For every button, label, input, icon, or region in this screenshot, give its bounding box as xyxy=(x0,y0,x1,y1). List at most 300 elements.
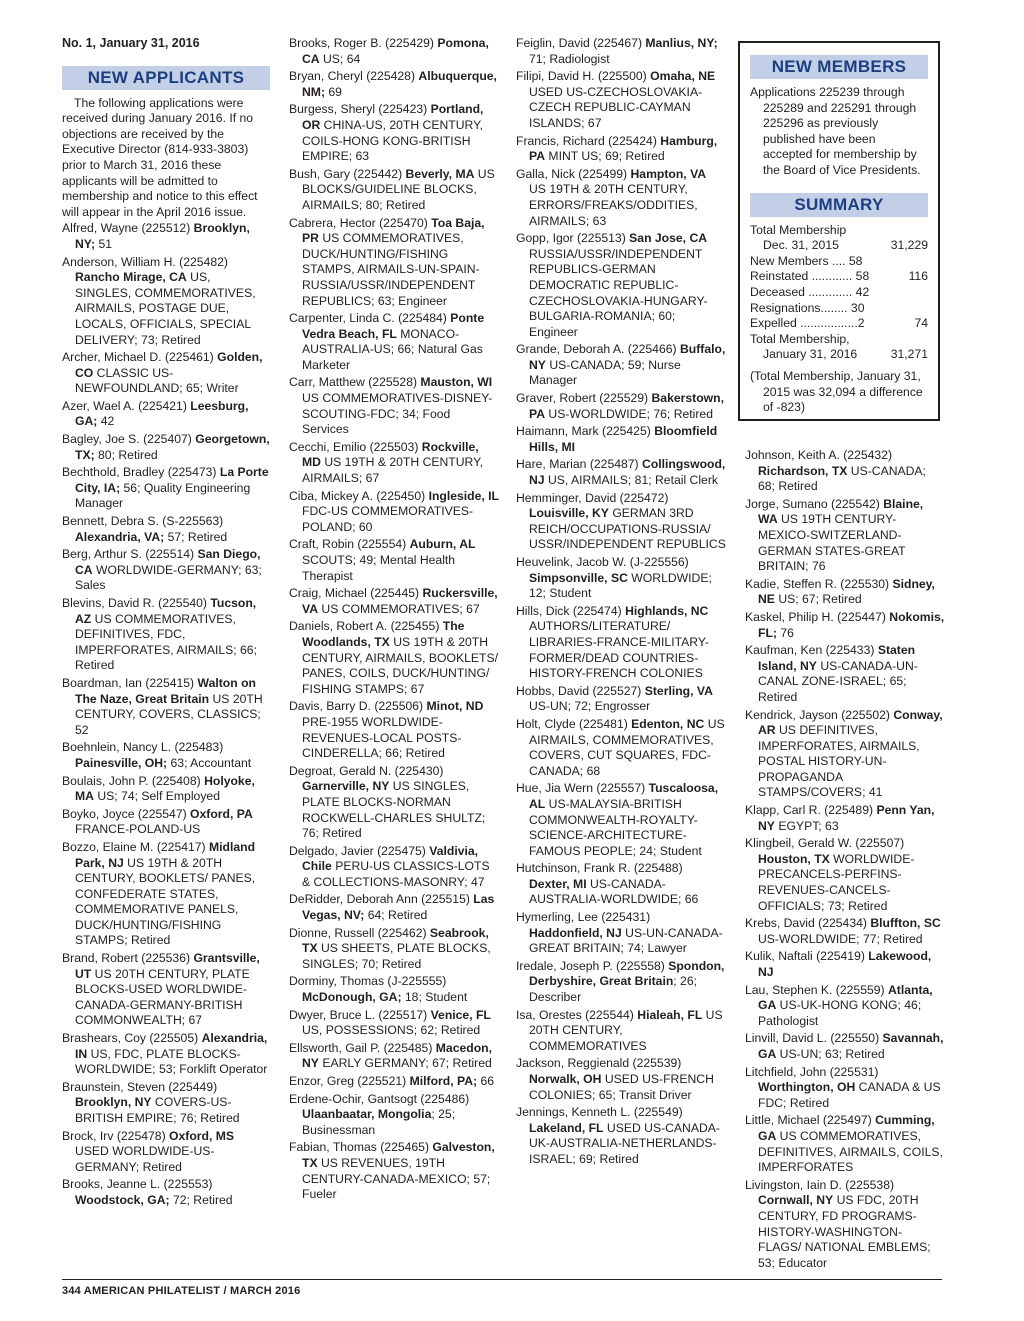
applicant-location: Worthington, OH xyxy=(758,1080,856,1095)
applicant-interests: 42 xyxy=(100,414,115,429)
applicant-entry xyxy=(62,547,270,594)
applicant-entry xyxy=(289,926,499,973)
applicant-name: Braunstein, Steven (225449) xyxy=(62,1079,218,1094)
applicant-entry xyxy=(745,1178,945,1272)
applicant-entry xyxy=(516,861,726,908)
applicant-interests: US 19TH CENTURY-MEXICO-SWITZERLAND-GERMAN STATES-GREAT BRITAIN; 76 xyxy=(758,512,906,574)
applicant-location: Staten Island, NY xyxy=(758,643,916,673)
applicant-interests: CANADA & US FDC; Retired xyxy=(758,1080,941,1110)
applicant-entry xyxy=(62,399,270,430)
applicant-name: Boardman, Ian (225415) xyxy=(62,675,195,690)
applicants-intro: The following applications were received during January 2016. If no objections are received by the Executive Director (814-933-3803) prior to March 31, 2016 these applicants will be admitted to membership and notice to this effect will appear in the April 2016 issue. xyxy=(62,95,258,219)
applicant-interests: USED US-CANADA-UK-AUSTRALIA-NETHERLANDS-ISRAEL; 69; Retired xyxy=(529,1120,720,1166)
applicant-name: Iredale, Joseph P. (225558) xyxy=(516,958,665,973)
applicant-interests: WORLDWIDE-PRECANCELS-PERFINS-REVENUES-CANCELS-OFFICIALS; 73; Retired xyxy=(758,851,915,913)
summary-row xyxy=(750,347,928,363)
issue-line: No. 1, January 31, 2016 xyxy=(62,36,200,50)
applicant-name: Krebs, David (225434) xyxy=(745,916,867,931)
applicant-location: Portland, OR xyxy=(302,102,484,132)
applicant-interests: USED US-FRENCH COLONIES; 65; Transit Driver xyxy=(529,1072,714,1102)
summary-label: Expelled .................2 xyxy=(750,316,865,331)
applicant-interests: US AIRMAILS, COMMEMORATIVES, COVERS, CUT SQUARES, FDC-CANADA; 68 xyxy=(529,716,725,778)
applicant-entry xyxy=(289,36,499,67)
applicant-name: Hue, Jia Wern (225557) xyxy=(516,781,646,796)
applicant-location: Lakeland, FL xyxy=(529,1120,604,1135)
applicant-name: Graver, Robert (225529) xyxy=(516,391,649,406)
applicant-name: Brand, Robert (225536) xyxy=(62,951,191,966)
applicant-location: Pomona, CA xyxy=(302,36,489,66)
summary-label: Total Membership xyxy=(750,222,847,237)
applicant-name: Kulik, Naftali (225419) xyxy=(745,949,865,964)
applicant-name: Bagley, Joe S. (225407) xyxy=(62,432,192,447)
applicant-entry xyxy=(289,586,499,617)
applicant-entry xyxy=(516,342,726,389)
applicant-interests: ; 26; Describer xyxy=(529,974,697,1005)
applicant-interests: EGYPT; 63 xyxy=(778,818,839,833)
applicant-entry xyxy=(289,69,499,100)
applicant-entry xyxy=(516,684,726,715)
applicant-name: Berg, Arthur S. (225514) xyxy=(62,547,195,562)
applicant-entry xyxy=(516,457,726,488)
applicant-name: Livingston, Iain D. (225538) xyxy=(745,1177,895,1192)
applicant-name: Ciba, Mickey A. (225450) xyxy=(289,488,426,503)
applicant-name: Brashears, Coy (225505) xyxy=(62,1031,199,1046)
applicant-name: Kadie, Steffen R. (225530) xyxy=(745,576,890,591)
applicant-interests: US-CANADA; 59; Nurse Manager xyxy=(529,357,681,388)
summary-label: January 31, 2016 xyxy=(763,347,858,362)
applicant-name: Litchfield, John (225531) xyxy=(745,1064,879,1079)
applicant-interests: US-WORLDWIDE; 77; Retired xyxy=(758,931,923,946)
applicant-location: Brooklyn, NY; xyxy=(75,221,250,251)
applicant-name: Johnson, Keith A. (225432) xyxy=(745,448,893,462)
applicant-interests: US; 67; Retired xyxy=(778,592,862,607)
applicant-name: Daniels, Robert A. (225455) xyxy=(289,619,440,634)
applicant-entry xyxy=(62,951,270,1029)
applicant-interests: MINT US; 69; Retired xyxy=(548,149,665,164)
summary-table xyxy=(750,223,928,363)
applicant-name: Enzor, Greg (225521) xyxy=(289,1074,407,1088)
applicant-entry xyxy=(516,1056,726,1103)
applicant-interests: CHINA-US, 20TH CENTURY, COILS-HONG KONG-BRITISH EMPIRE; 63 xyxy=(302,117,484,164)
applicant-interests: US-MALAYSIA-BRITISH COMMONWEALTH-ROYALTY-SCIENCE-ARCHITECTURE-FAMOUS PEOPLE; 24; Student xyxy=(529,796,702,858)
new-applicants-heading: NEW APPLICANTS xyxy=(62,66,270,90)
applicant-interests: US 19TH & 20TH CENTURY, AIRMAILS, BOOKLETS/ PANES, COILS, DUCK/HUNTING/ FISHING STAMPS; 67 xyxy=(302,634,498,696)
applicant-location: Albuquerque, NM; xyxy=(302,69,497,99)
applicant-interests: US COMMEMORATIVES-DISNEY-SCOUTING-FDC; 34; Food Services xyxy=(302,391,493,437)
applicant-entry xyxy=(516,910,726,957)
applicant-entry xyxy=(516,167,726,229)
applicant-interests: US, POSSESSIONS; 62; Retired xyxy=(302,1023,481,1038)
applicant-entry xyxy=(745,1113,945,1175)
applicant-interests: US, AIRMAILS; 81; Retail Clerk xyxy=(547,473,718,488)
applicant-interests: WORLDWIDE; 12; Student xyxy=(529,570,712,601)
column-2 xyxy=(289,36,499,1205)
applicant-interests: US-UN; 72; Engrosser xyxy=(529,699,651,714)
applicant-interests: 18; Student xyxy=(404,990,468,1005)
applicant-location: Houston, TX xyxy=(758,851,830,866)
applicant-name: Fabian, Thomas (225465) xyxy=(289,1140,430,1155)
applicant-entry xyxy=(289,1074,499,1090)
applicant-entry xyxy=(745,577,945,608)
applicant-interests: EARLY GERMANY; 67; Retired xyxy=(322,1056,492,1071)
applicant-location: Edenton, NC xyxy=(631,716,705,731)
applicant-interests: US COMMEMORATIVES, DEFINITIVES, AIRMAILS, COILS, IMPERFORATES xyxy=(758,1128,943,1175)
applicant-interests: US, SINGLES, COMMEMORATIVES, AIRMAILS, POSTAGE DUE, LOCALS, OFFICIALS, SPECIAL DELIVERY; 73; Retired xyxy=(75,270,256,347)
applicant-name: Dwyer, Bruce L. (225517) xyxy=(289,1007,428,1022)
applicant-name: Brooks, Roger B. (225429) xyxy=(289,36,434,50)
summary-row xyxy=(750,269,928,285)
applicant-name: Dionne, Russell (225462) xyxy=(289,925,427,940)
applicant-interests: 66 xyxy=(480,1074,495,1088)
applicant-entry xyxy=(289,102,499,164)
applicant-interests: 63; Accountant xyxy=(170,755,252,770)
applicant-entry xyxy=(289,216,499,310)
applicant-name: Brock, Irv (225478) xyxy=(62,1128,166,1143)
applicant-entry xyxy=(62,1129,270,1176)
applicant-entry xyxy=(289,1008,499,1039)
applicant-name: Linvill, David L. (225550) xyxy=(745,1031,880,1046)
applicant-location: Venice, FL xyxy=(430,1007,491,1022)
applicant-name: Klapp, Carl R. (225489) xyxy=(745,803,874,818)
applicant-interests: COVERS-US-BRITISH EMPIRE; 76; Retired xyxy=(75,1095,240,1125)
applicant-entry xyxy=(516,1105,726,1167)
applicant-name: Kaufman, Ken (225433) xyxy=(745,643,875,658)
applicant-name: Boyko, Joyce (225547) xyxy=(62,806,187,821)
applicant-interests: US COMMEMORATIVES, DEFINITIVES, FDC, IMPERFORATES, AIRMAILS; 66; Retired xyxy=(75,611,257,673)
applicant-name: Kaskel, Philip H. (225447) xyxy=(745,609,886,624)
applicant-location: Garnerville, NY xyxy=(302,779,390,794)
applicant-entry xyxy=(62,774,270,805)
applicant-name: Jorge, Sumano (225542) xyxy=(745,496,880,511)
applicant-name: Bryan, Cheryl (225428) xyxy=(289,69,415,84)
applicant-name: Cabrera, Hector (225470) xyxy=(289,215,428,230)
applicant-entry xyxy=(745,1065,945,1112)
applicant-name: Bennett, Debra S. (S-225563) xyxy=(62,514,224,529)
applicant-name: Blevins, David R. (225540) xyxy=(62,596,207,610)
applicant-name: Archer, Michael D. (225461) xyxy=(62,350,214,365)
applicant-interests: US-CANADA-AUSTRALIA-WORLDWIDE; 66 xyxy=(529,876,699,907)
applicant-location: Woodstock, GA; xyxy=(75,1192,170,1207)
applicant-location: Manlius, NY; xyxy=(645,36,718,50)
applicant-location: Omaha, NE xyxy=(650,69,716,84)
applicant-entry xyxy=(745,643,945,705)
applicant-location: Alexandria, IN xyxy=(75,1031,268,1061)
applicant-location: Buffalo, NY xyxy=(529,342,726,372)
applicant-entry xyxy=(62,740,270,771)
applicant-list xyxy=(745,448,945,1271)
applicant-entry xyxy=(62,840,270,949)
applicant-interests: US-UN; 63; Retired xyxy=(779,1046,885,1061)
applicant-location: Blaine, WA xyxy=(758,496,924,527)
summary-label: Dec. 31, 2015 xyxy=(763,238,839,253)
applicant-interests: US DEFINITIVES, IMPERFORATES, AIRMAILS, POSTAL HISTORY-UN-PROPAGANDA STAMPS/COVERS; 41 xyxy=(758,723,920,800)
applicant-name: Jennings, Kenneth L. (225549) xyxy=(516,1105,683,1120)
applicant-location: The Woodlands, TX xyxy=(302,619,465,649)
applicant-name: Grande, Deborah A. (225466) xyxy=(516,342,677,357)
applicant-interests: FDC-US COMMEMORATIVES-POLAND; 60 xyxy=(302,504,474,534)
applicant-name: Hobbs, David (225527) xyxy=(516,683,642,698)
members-summary-box xyxy=(738,41,940,421)
applicant-interests: CLASSIC US-NEWFOUNDLAND; 65; Writer xyxy=(75,365,239,396)
applicant-entry xyxy=(62,1031,270,1078)
applicant-location: Hialeah, FL xyxy=(637,1007,703,1022)
applicant-location: Galveston, TX xyxy=(302,1140,495,1170)
applicant-interests: US, FDC, PLATE BLOCKS-WORLDWIDE; 53; Forklift Operator xyxy=(75,1046,268,1077)
applicant-entry xyxy=(289,1092,499,1139)
applicant-name: Hare, Marian (225487) xyxy=(516,457,639,472)
applicant-name: Klingbeil, Gerald W. (225507) xyxy=(745,836,905,851)
applicant-location: Oxford, MS xyxy=(169,1128,235,1143)
applicant-interests: 80; Retired xyxy=(98,447,158,462)
applicant-name: Hymerling, Lee (225431) xyxy=(516,910,651,925)
applicant-interests: US FDC, 20TH CENTURY, FD PROGRAMS-HISTORY-WASHINGTON-FLAGS/ NATIONAL EMBLEMS; 53; Educator xyxy=(758,1193,931,1270)
summary-heading: SUMMARY xyxy=(750,193,928,217)
applicant-name: Bozzo, Elaine M. (225417) xyxy=(62,839,206,854)
applicant-entry xyxy=(745,448,945,495)
applicant-name: Dorminy, Thomas (J-225555) xyxy=(289,974,447,989)
applicant-name: Bechthold, Bradley (225473) xyxy=(62,465,217,480)
applicant-entry xyxy=(516,391,726,422)
applicant-location: Tucson, AZ xyxy=(75,596,257,626)
applicant-entry xyxy=(62,676,270,738)
applicant-name: Alfred, Wayne (225512) xyxy=(62,221,191,236)
applicant-location: Haddonfield, NJ xyxy=(529,925,622,940)
applicant-entry xyxy=(745,497,945,575)
applicant-location: Lakewood, NJ xyxy=(758,949,932,979)
applicant-location: Dexter, MI xyxy=(529,876,587,891)
applicant-entry xyxy=(62,1177,270,1208)
applicant-name: Hemminger, David (225472) xyxy=(516,490,669,505)
applicant-entry xyxy=(516,781,726,859)
applicant-interests: MONACO-AUSTRALIA-US; 66; Natural Gas Marketer xyxy=(302,326,483,372)
applicant-name: Boulais, John P. (225408) xyxy=(62,773,201,788)
applicant-location: Brooklyn, NY xyxy=(75,1095,152,1110)
applicant-entry xyxy=(516,69,726,131)
applicant-location: Bloomfield Hills, MI xyxy=(529,424,718,454)
page-footer: 344 AMERICAN PHILATELIST / MARCH 2016 xyxy=(62,1285,301,1297)
applicant-interests: US 19TH & 20TH CENTURY, ERRORS/FREAKS/ODDITIES, AIRMAILS; 63 xyxy=(529,182,698,228)
applicant-entry xyxy=(516,134,726,165)
applicant-location: Mauston, WI xyxy=(420,375,493,390)
applicant-interests: US-CANADA-UN-CANAL ZONE-ISRAEL; 65; Retired xyxy=(758,658,918,704)
applicant-location: Cumming, GA xyxy=(758,1113,935,1143)
summary-label: New Members .... 58 xyxy=(750,253,863,268)
applicant-interests: AUTHORS/LITERATURE/ LIBRARIES-FRANCE-MILITARY-FORMER/DEAD COUNTRIES-HISTORY-FRENCH COLONIES xyxy=(529,619,709,681)
applicant-interests: US-CANADA; 68; Retired xyxy=(758,463,926,494)
applicant-name: Carr, Matthew (225528) xyxy=(289,375,418,390)
applicant-location: Atlanta, GA xyxy=(758,982,933,1013)
applicant-name: Feiglin, David (225467) xyxy=(516,36,643,50)
applicant-location: Toa Baja, PR xyxy=(302,215,485,246)
summary-row xyxy=(750,223,928,239)
applicant-entry xyxy=(745,610,945,641)
applicant-location: Leesburg, GA; xyxy=(75,398,249,429)
applicant-location: Beverly, MA xyxy=(405,166,475,181)
applicant-entry xyxy=(516,491,726,553)
applicant-location: Sidney, NE xyxy=(758,576,935,607)
applicant-entry xyxy=(745,983,945,1030)
applicant-entry xyxy=(62,465,270,512)
summary-row xyxy=(750,316,928,332)
applicant-interests: US; 64 xyxy=(323,51,361,66)
applicant-location: Rancho Mirage, CA xyxy=(75,270,187,285)
applicant-location: Minot, ND xyxy=(426,699,484,714)
applicant-location: Alexandria, VA; xyxy=(75,529,165,544)
applicant-entry xyxy=(289,1041,499,1072)
applicant-location: Bluffton, SC xyxy=(870,916,941,931)
applicant-location: Golden, CO xyxy=(75,350,263,380)
applicant-name: Anderson, William H. (225482) xyxy=(62,254,228,269)
summary-label: Deceased ............. 42 xyxy=(750,284,870,299)
applicant-interests: PERU-US CLASSICS-LOTS & COLLECTIONS-MASONRY; 47 xyxy=(302,859,490,889)
applicant-name: Heuvelink, Jacob W. (J-225556) xyxy=(516,555,689,569)
applicant-name: Boehnlein, Nancy L. (225483) xyxy=(62,740,224,755)
applicant-location: Spondon, Derbyshire, Great Britain xyxy=(529,958,725,989)
applicant-name: Galla, Nick (225499) xyxy=(516,166,628,181)
applicant-name: Jackson, Reggienald (225539) xyxy=(516,1056,682,1071)
applicant-location: McDonough, GA; xyxy=(302,990,402,1005)
applicant-name: Degroat, Gerald N. (225430) xyxy=(289,763,444,778)
new-members-text: Applications 225239 through 225289 and 225291 through 225296 as previously published have been accepted for membership by the Board of Vice Presidents. xyxy=(750,85,921,177)
applicant-name: Davis, Barry D. (225506) xyxy=(289,699,424,714)
applicant-name: Holt, Clyde (225481) xyxy=(516,716,628,731)
summary-label: Reinstated ............ 58 xyxy=(750,269,870,284)
applicant-interests: US-UN-CANADA-GREAT BRITAIN; 74; Lawyer xyxy=(529,925,723,956)
applicant-entry xyxy=(289,1140,499,1202)
applicant-name: Ellsworth, Gail P. (225485) xyxy=(289,1040,433,1055)
applicant-entry xyxy=(745,1031,945,1062)
applicant-interests: US-UK-HONG KONG; 46; Pathologist xyxy=(758,998,922,1028)
applicant-name: Hills, Dick (225474) xyxy=(516,603,622,618)
applicant-interests: USED US-CZECHOSLOVAKIA-CZECH REPUBLIC-CAYMAN ISLANDS; 67 xyxy=(529,84,703,130)
applicant-entry xyxy=(62,596,270,674)
applicant-interests: PRE-1955 WORLDWIDE-REVENUES-LOCAL POSTS-CINDERELLA; 66; Retired xyxy=(302,714,462,761)
applicant-location: Macedon, NY xyxy=(302,1040,492,1071)
applicant-entry xyxy=(289,375,499,437)
applicant-location: Savannah, GA xyxy=(758,1031,944,1061)
summary-row xyxy=(750,285,928,301)
applicant-location: Ruckersville, VA xyxy=(302,586,498,616)
applicant-list xyxy=(62,221,270,1208)
applicant-location: Midland Park, NJ xyxy=(75,839,256,870)
applicant-interests: FRANCE-POLAND-US xyxy=(75,822,201,837)
summary-value: 116 xyxy=(908,269,928,284)
applicant-location: San Jose, CA xyxy=(629,231,708,246)
applicant-interests: US-WORLDWIDE; 76; Retired xyxy=(548,406,713,421)
applicant-name: Craig, Michael (225445) xyxy=(289,586,420,601)
applicant-entry xyxy=(289,537,499,584)
applicant-name: Hutchinson, Frank R. (225488) xyxy=(516,861,683,876)
applicant-interests: US 19TH & 20TH CENTURY, AIRMAILS; 67 xyxy=(302,455,484,486)
applicant-entry xyxy=(745,949,945,980)
applicant-entry xyxy=(62,432,270,463)
applicant-interests: 51 xyxy=(98,236,113,251)
applicant-name: Burgess, Sheryl (225423) xyxy=(289,102,428,117)
applicant-location: Walton on The Naze, Great Britain xyxy=(75,675,256,706)
new-members-heading: NEW MEMBERS xyxy=(750,55,928,79)
applicant-location: San Diego, CA xyxy=(75,547,261,577)
applicant-name: Carpenter, Linda C. (225484) xyxy=(289,311,447,326)
applicant-name: Little, Michael (225497) xyxy=(745,1113,872,1128)
applicant-location: Seabrook, TX xyxy=(302,925,489,956)
applicant-interests: ; 25; Businessman xyxy=(302,1107,456,1137)
applicant-name: Delgado, Javier (225475) xyxy=(289,843,426,858)
applicant-location: Grantsville, UT xyxy=(75,951,260,981)
summary-value: 31,229 xyxy=(890,238,928,253)
summary-row xyxy=(750,332,928,348)
column-1 xyxy=(62,36,270,1211)
applicant-entry xyxy=(516,1008,726,1055)
applicant-interests: US 19TH & 20TH CENTURY, BOOKLETS/ PANES, CONFEDERATE STATES, COMMEMORATIVE PANELS, DUCK/HUNTING/FISHING STAMPS; Retired xyxy=(75,855,256,948)
applicant-entry xyxy=(289,619,499,697)
applicant-entry xyxy=(516,717,726,779)
applicant-location: Tuscaloosa, AL xyxy=(529,781,719,811)
applicant-name: Francis, Richard (225424) xyxy=(516,133,657,148)
applicant-interests: 57; Retired xyxy=(167,529,228,544)
applicant-location: Rockville, MD xyxy=(302,439,479,470)
applicant-name: Filipi, David H. (225500) xyxy=(516,69,647,84)
applicant-interests: US COMMEMORATIVES, DUCK/HUNTING/FISHING STAMPS, AIRMAILS-UN-SPAIN-RUSSIA/USSR/INDEPENDENT REPUBLICS; 63; Engineer xyxy=(302,231,480,308)
applicant-entry xyxy=(289,440,499,487)
applicant-entry xyxy=(516,424,726,455)
applicant-name: DeRidder, Deborah Ann (225515) xyxy=(289,892,470,907)
applicant-entry xyxy=(289,699,499,761)
applicant-location: Simpsonville, SC xyxy=(529,570,628,585)
applicant-name: Craft, Robin (225554) xyxy=(289,537,407,552)
applicant-name: Bush, Gary (225442) xyxy=(289,166,403,181)
applicant-interests: 71; Radiologist xyxy=(529,51,610,66)
applicant-interests: 72; Retired xyxy=(172,1192,233,1207)
applicant-interests: GERMAN 3RD REICH/OCCUPATIONS-RUSSIA/ USSR/INDEPENDENT REPUBLICS xyxy=(529,506,726,552)
applicant-name: Haimann, Mark (225425) xyxy=(516,424,651,439)
applicant-location: Oxford, PA xyxy=(190,806,253,821)
applicant-interests: 76 xyxy=(780,625,794,640)
applicant-entry xyxy=(516,36,726,67)
applicant-name: Azer, Wael A. (225421) xyxy=(62,398,187,413)
applicant-interests: 64; Retired xyxy=(367,908,428,923)
applicant-entry xyxy=(516,555,726,602)
applicant-interests: US; 74; Self Employed xyxy=(97,789,220,804)
applicant-entry xyxy=(62,350,270,397)
applicant-entry xyxy=(62,514,270,545)
applicant-location: Nokomis, FL; xyxy=(758,609,945,640)
applicant-location: Richardson, TX xyxy=(758,463,848,478)
summary-label: Total Membership, xyxy=(750,331,850,346)
applicant-entry xyxy=(289,764,499,842)
applicant-location: Painesville, OH; xyxy=(75,755,168,770)
applicant-location: Ponte Vedra Beach, FL xyxy=(302,311,485,341)
applicant-location: La Porte City, IA; xyxy=(75,465,269,495)
applicant-interests: RUSSIA/USSR/INDEPENDENT REPUBLICS-GERMAN DEMOCRATIC REPUBLIC-CZECHOSLOVAKIA-HUNGARY-BULGARIA-ROMANIA; 60; Engineer xyxy=(529,246,708,339)
applicant-location: Penn Yan, NY xyxy=(758,803,935,833)
applicant-location: Collingswood, NJ xyxy=(529,457,726,488)
applicant-location: Georgetown, TX; xyxy=(75,432,270,462)
applicant-location: Las Vegas, NV; xyxy=(302,892,495,923)
applicant-interests: US COMMEMORATIVES; 67 xyxy=(321,601,480,616)
applicant-interests: SCOUTS; 49; Mental Health Therapist xyxy=(302,553,456,583)
applicant-entry xyxy=(289,892,499,923)
applicant-name: Lau, Stephen K. (225559) xyxy=(745,982,885,997)
applicant-entry xyxy=(745,836,945,914)
applicant-entry xyxy=(62,807,270,838)
applicant-location: Auburn, AL xyxy=(409,537,476,552)
applicant-location: Hamburg, PA xyxy=(529,133,718,164)
applicant-name: Isa, Orestes (225544) xyxy=(516,1007,634,1022)
summary-row xyxy=(750,301,928,317)
applicant-entry xyxy=(745,708,945,802)
summary-row xyxy=(750,254,928,270)
applicant-entry xyxy=(516,959,726,1006)
